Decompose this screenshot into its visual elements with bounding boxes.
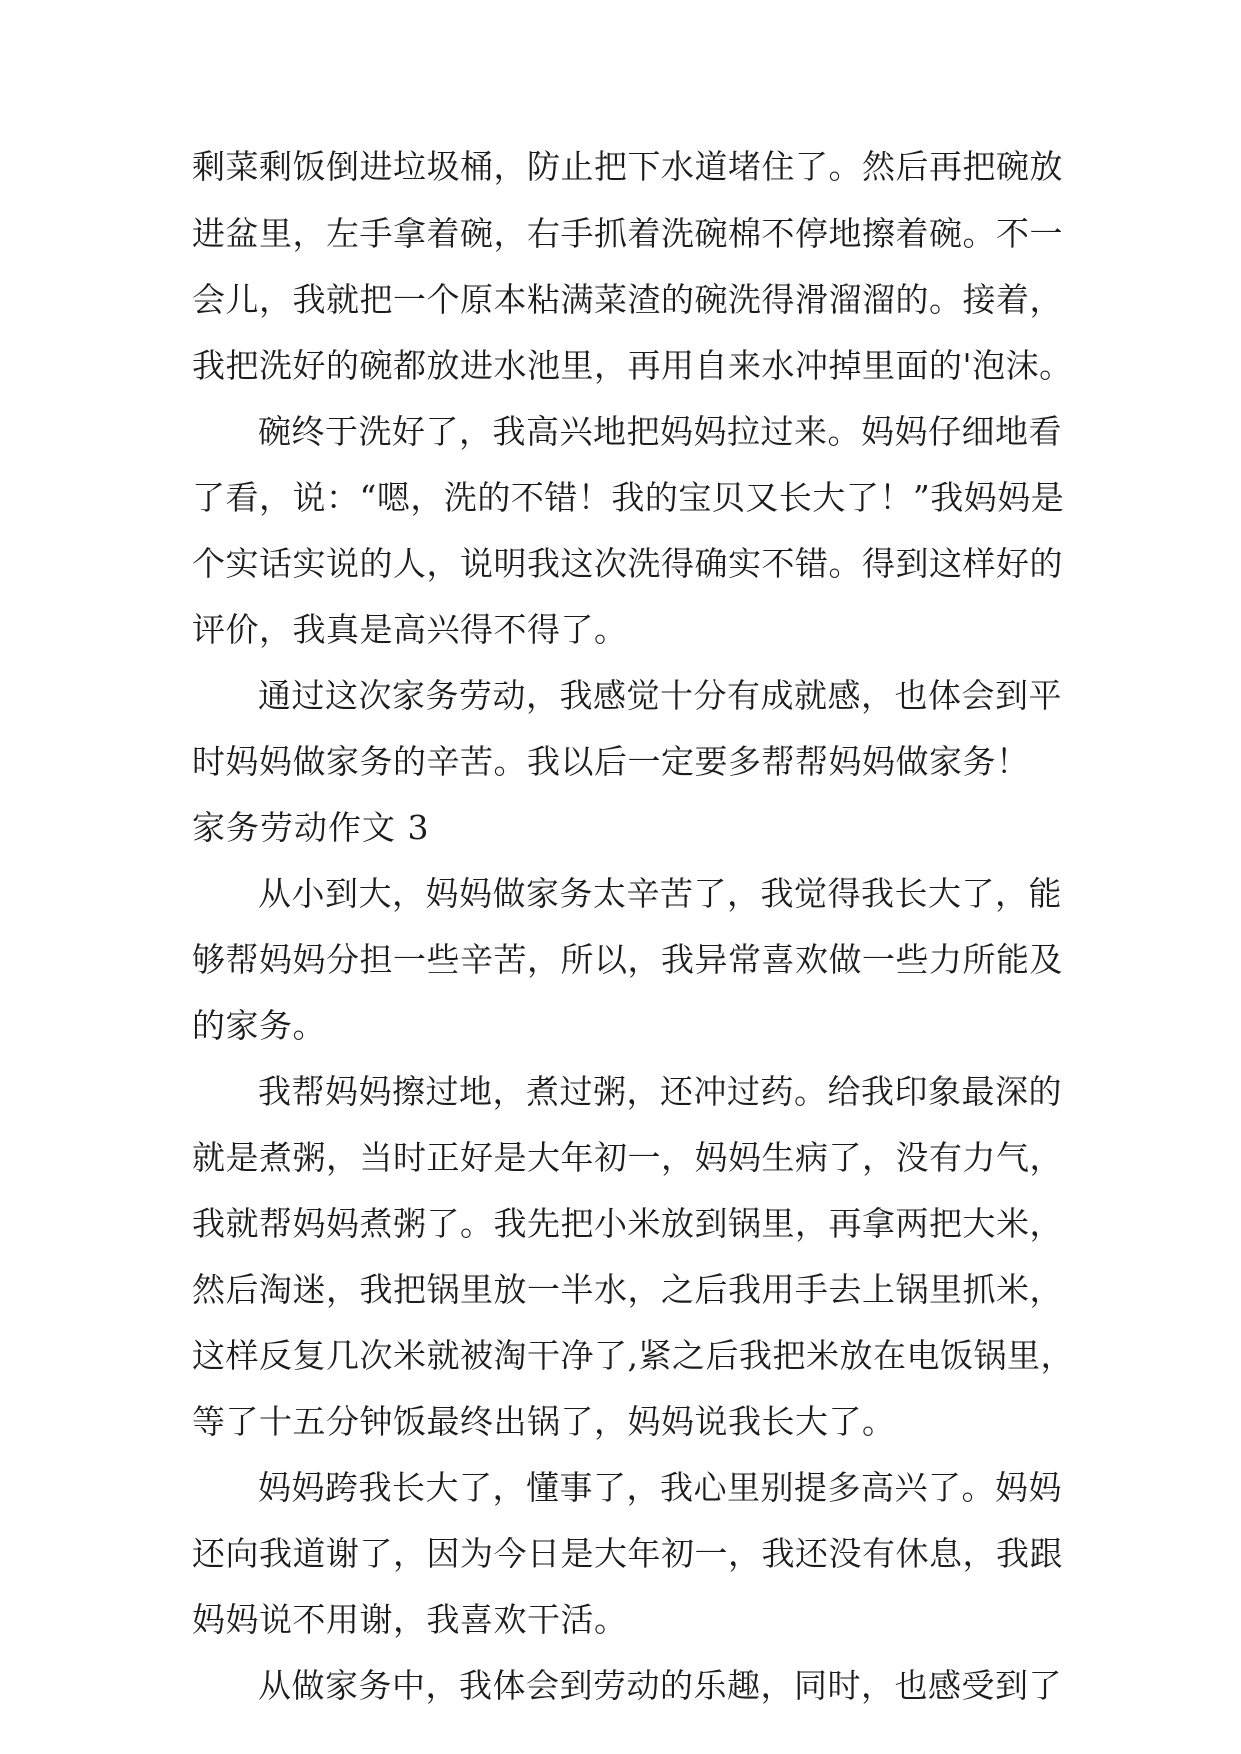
text-line: 评价，我真是高兴得不得了。 xyxy=(192,610,628,649)
paragraph-start-line: 从做家务中，我体会到劳动的乐趣，同时，也感受到了 xyxy=(258,1666,1062,1705)
text-line: 就是煮粥，当时正好是大年初一，妈妈生病了，没有力气， xyxy=(192,1138,1063,1177)
text-line: 妈妈说不用谢，我喜欢干活。 xyxy=(192,1600,628,1639)
text-line: 时妈妈做家务的辛苦。我以后一定要多帮帮妈妈做家务！ xyxy=(192,742,1030,781)
paragraph-start-line: 妈妈跨我长大了，懂事了，我心里别提多高兴了。妈妈 xyxy=(258,1468,1062,1507)
text-line: 进盆里，左手拿着碗，右手抓着洗碗棉不停地擦着碗。不一 xyxy=(192,214,1063,253)
paragraph-start-line: 通过这次家务劳动，我感觉十分有成就感，也体会到平 xyxy=(258,676,1062,715)
paragraph-start-line: 我帮妈妈擦过地，煮过粥，还冲过药。给我印象最深的 xyxy=(258,1072,1062,1111)
text-line: 我就帮妈妈煮粥了。我先把小米放到锅里，再拿两把大米， xyxy=(192,1204,1063,1243)
text-line: 剩菜剩饭倒进垃圾桶，防止把下水道堵住了。然后再把碗放 xyxy=(192,147,1063,186)
text-line: 这样反复几次米就被淘干净了,紧之后我把米放在电饭锅里， xyxy=(192,1336,1074,1375)
section-heading: 家务劳动作文 3 xyxy=(192,808,430,847)
text-line: 会儿，我就把一个原本粘满菜渣的碗洗得滑溜溜的。接着， xyxy=(192,280,1063,319)
text-line: 然后淘迷，我把锅里放一半水，之后我用手去上锅里抓米， xyxy=(192,1270,1063,1309)
text-line: 等了十五分钟饭最终出锅了，妈妈说我长大了。 xyxy=(192,1402,896,1441)
paragraph-start-line: 碗终于洗好了，我高兴地把妈妈拉过来。妈妈仔细地看 xyxy=(258,412,1062,451)
text-line: 够帮妈妈分担一些辛苦，所以，我异常喜欢做一些力所能及 xyxy=(192,940,1063,979)
text-line: 了看，说：“嗯，洗的不错！我的宝贝又长大了！”我妈妈是 xyxy=(192,478,1065,517)
text-line: 还向我道谢了，因为今日是大年初一，我还没有休息，我跟 xyxy=(192,1534,1063,1573)
text-line: 个实话实说的人，说明我这次洗得确实不错。得到这样好的 xyxy=(192,544,1063,583)
text-line: 我把洗好的碗都放进水池里，再用自来水冲掉里面的'泡沫。 xyxy=(192,346,1073,385)
paragraph-start-line: 从小到大，妈妈做家务太辛苦了，我觉得我长大了，能 xyxy=(258,874,1062,913)
text-line: 的家务。 xyxy=(192,1006,326,1045)
